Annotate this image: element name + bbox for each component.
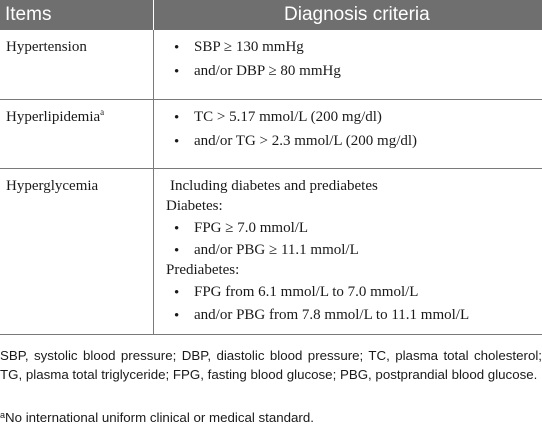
- source-footnote: $^a$No international uniform clinical or medical standard.: [0, 410, 314, 425]
- header-diagnosis-criteria: Diagnosis criteria: [284, 4, 430, 25]
- row-item-hyperlipidemia: Hyperlipidemia$^a$: [6, 107, 105, 125]
- column-divider: [153, 100, 154, 168]
- column-divider: [153, 169, 154, 334]
- header-items: Items: [5, 4, 52, 25]
- criterion-text: FPG ≥ 7.0 mmol/L: [194, 220, 309, 236]
- criterion-text: SBP ≥ 130 mmHg: [194, 39, 304, 55]
- bullet: •: [174, 243, 180, 259]
- criterion-text: and/or DBP ≥ 80 mmHg: [194, 63, 341, 79]
- bullet: •: [174, 64, 180, 80]
- prediabetes-label: Prediabetes:: [166, 262, 240, 278]
- bullet: •: [174, 285, 180, 301]
- table-header: [0, 0, 542, 30]
- criterion-text: TC > 5.17 mmol/L (200 mg/dl): [194, 109, 382, 125]
- abbreviations-footnote: SBP, systolic blood pressure; DBP, diastolic blood pressure; TC, plasma total cholesterol; TG, plasma total triglyceride; FPG, fasting blood glucose; PBG, postprandial blood glucose.: [0, 348, 542, 382]
- bullet: •: [174, 134, 180, 150]
- column-divider: [153, 30, 154, 99]
- bullet: •: [174, 40, 180, 56]
- footnote-marker: a: [100, 107, 105, 117]
- header-divider: [153, 0, 154, 30]
- bullet: •: [174, 221, 180, 237]
- table-row: [0, 169, 542, 334]
- criterion-text: FPG from 6.1 mmol/L to 7.0 mmol/L: [194, 284, 419, 300]
- bullet: •: [174, 308, 180, 324]
- criterion-intro: Including diabetes and prediabetes: [170, 178, 378, 194]
- row-item-hypertension: Hypertension: [6, 39, 87, 55]
- table-row: [0, 30, 542, 99]
- bullet: •: [174, 110, 180, 126]
- diabetes-label: Diabetes:: [166, 198, 223, 214]
- table-bottom-rule: [0, 334, 542, 335]
- criterion-text: and/or PBG ≥ 11.1 mmol/L: [194, 242, 359, 258]
- criterion-text: and/or TG > 2.3 mmol/L (200 mg/dl): [194, 133, 418, 149]
- table-row: [0, 100, 542, 168]
- footnote-marker: a: [0, 410, 6, 420]
- row-item-hyperglycemia: Hyperglycemia: [6, 178, 99, 194]
- criterion-text: and/or PBG from 7.8 mmol/L to 11.1 mmol/L: [194, 307, 470, 323]
